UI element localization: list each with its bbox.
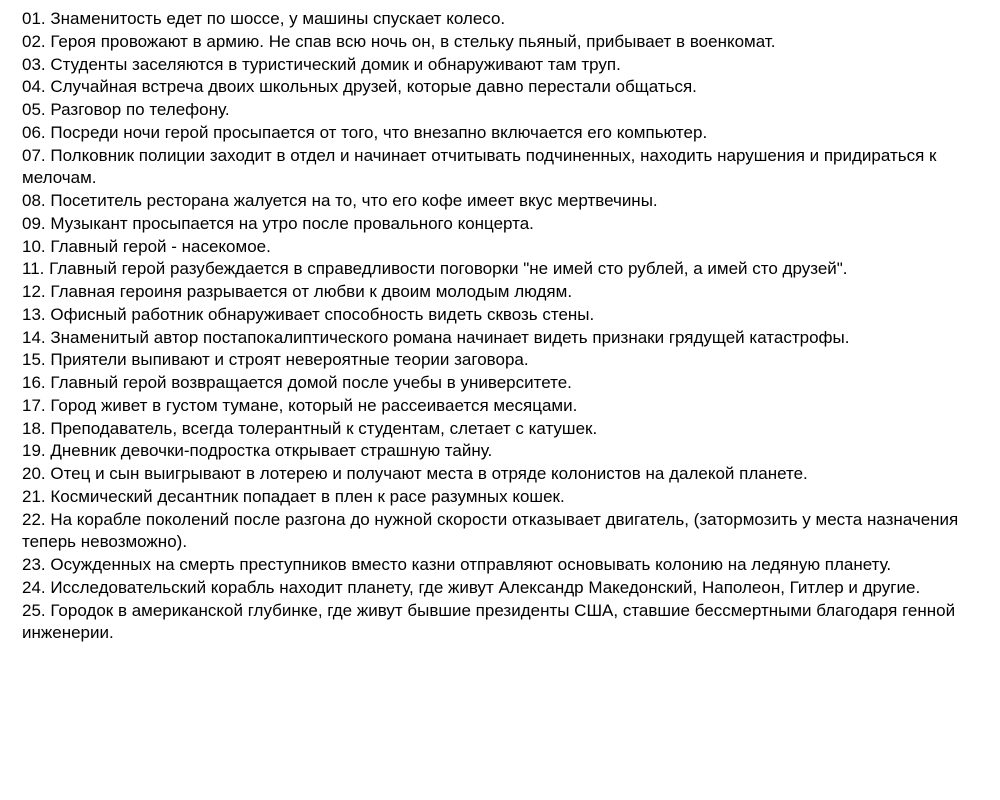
list-item: 10. Главный герой - насекомое. [22,236,271,256]
list-item: 02. Героя провожают в армию. Не спав всю ночь он, в стельку пьяный, прибывает в военкомат. [22,31,776,51]
list-item: 15. Приятели выпивают и строят невероятные теории заговора. [22,350,529,370]
list-item: 25. Городок в американской глубинке, где живут бывшие президенты США, ставшие бессмертными благодаря генной инженерии. [22,600,956,643]
story-list [22,8,967,645]
list-item: 03. Студенты заселяются в туристический домик и обнаруживают там труп. [22,54,621,74]
list-item: 16. Главный герой возвращается домой после учебы в университете. [22,373,572,392]
list-item: 04. Случайная встреча двоих школьных друзей, которые давно перестали общаться. [22,77,697,97]
list-item: 23. Осужденных на смерть преступников вместо казни отправляют основывать колонию на ледяную планету. [22,555,892,574]
list-item: 08. Посетитель ресторана жалуется на то, что его кофе имеет вкус мертвечины. [22,191,658,210]
list-item: 11. Главный герой разубеждается в справедливости поговорки "не имей сто рублей, а имей сто друзей". [22,259,848,279]
list-item: 12. Главная героиня разрывается от любви к двоим молодым людям. [22,282,573,301]
list-item: 07. Полковник полиции заходит в отдел и начинает отчитывать подчиненных, находить нарушения и придираться к мелочам. [22,145,937,188]
list-item: 21. Космический десантник попадает в плен к расе разумных кошек. [22,486,565,506]
list-item: 06. Посреди ночи герой просыпается от того, что внезапно включается его компьютер. [22,122,708,142]
list-item: 13. Офисный работник обнаруживает способность видеть сквозь стены. [22,304,595,324]
list-item: 24. Исследовательский корабль находит планету, где живут Александр Македонский, Наполеон, Гитлер и другие. [22,577,921,597]
list-item: 09. Музыкант просыпается на утро после провального концерта. [22,213,534,233]
list-item: 19. Дневник девочки-подростка открывает страшную тайну. [22,441,493,461]
list-item: 14. Знаменитый автор постапокалиптического романа начинает видеть признаки грядущей катастрофы. [22,327,850,347]
list-item: 18. Преподаватель, всегда толерантный к студентам, слетает с катушек. [22,418,598,438]
list-item: 20. Отец и сын выигрывают в лотерею и получают места в отряде колонистов на далекой планете. [22,464,808,483]
list-item: 17. Город живет в густом тумане, который не рассеивается месяцами. [22,395,578,415]
list-item: 05. Разговор по телефону. [22,100,230,119]
list-item: 22. На корабле поколений после разгона до нужной скорости отказывает двигатель, (затормозить у места назначения теперь невозможно). [22,509,959,552]
list-item: 01. Знаменитость едет по шоссе, у машины спускает колесо. [22,9,506,28]
